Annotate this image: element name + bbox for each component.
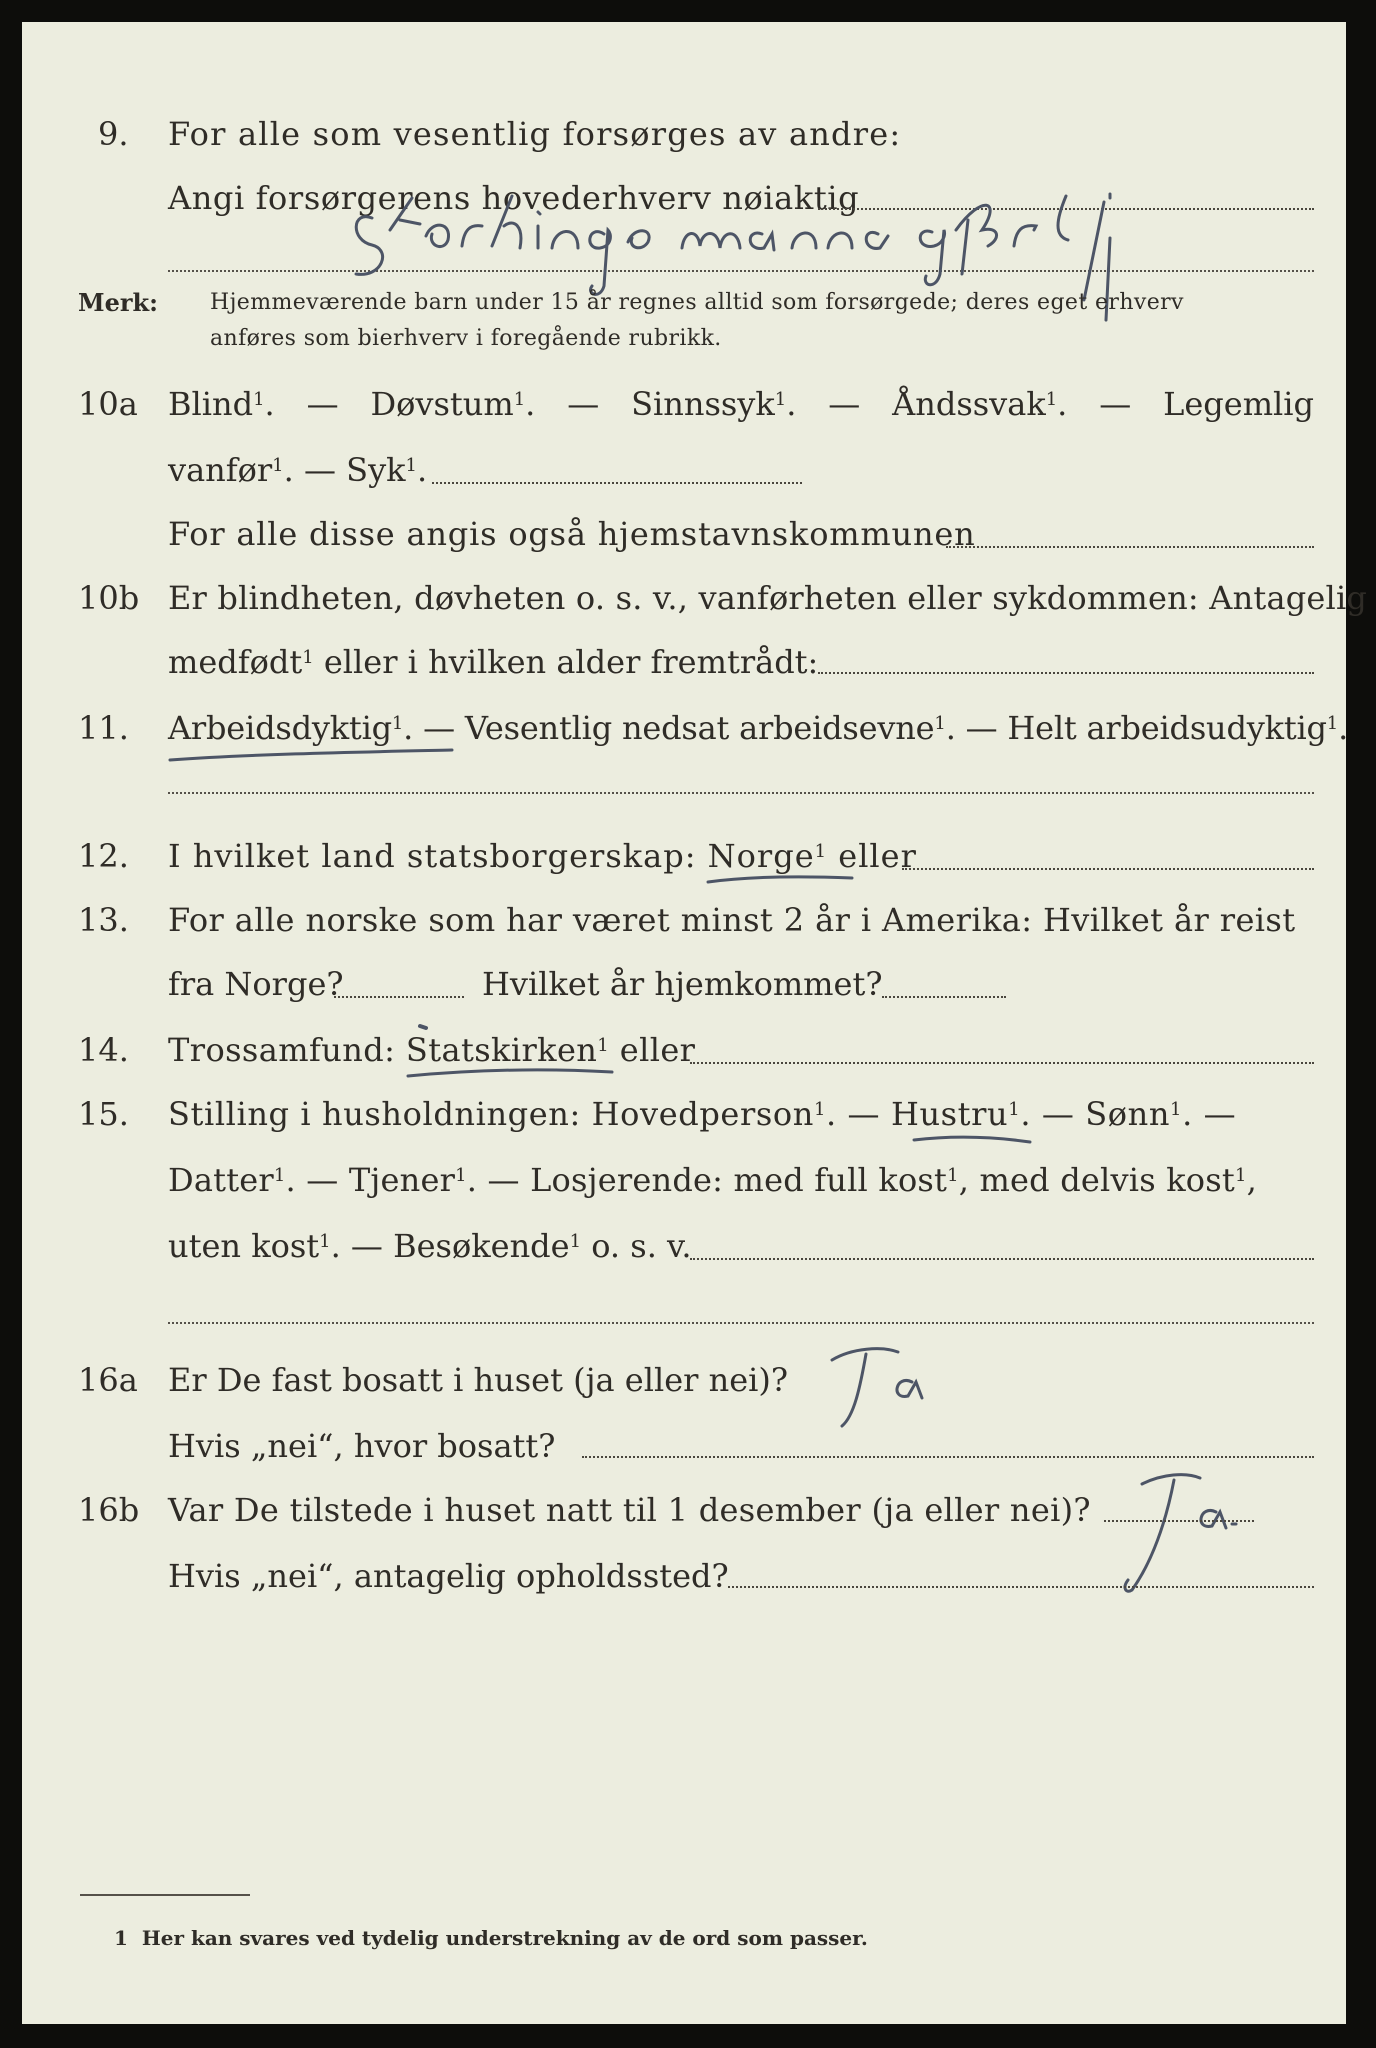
q16b-line2: Hvis „nei“, antagelig opholdssted? — [168, 1557, 729, 1595]
option-vanfor: vanfør — [168, 451, 273, 489]
q16a-dotted-line — [582, 1456, 1314, 1458]
q15-line1: Stilling i husholdningen: Hovedperson$^1$. — Hustru$^1$. — Sønn$^1$. — — [168, 1095, 1237, 1133]
q13-line2b: Hvilket år hjemkommet? — [482, 965, 883, 1003]
q13-line1: For alle norske som har været minst 2 år i Amerika: Hvilket år reist — [168, 901, 1296, 939]
q14-underline-mark — [402, 1020, 622, 1100]
option-blind: Blind — [168, 385, 254, 423]
q13-hjem-line — [882, 996, 1006, 998]
q12-dotted-line — [902, 868, 1314, 870]
q10a-line1: Blind$^1$. — Døvstum$^1$. — Sinnssyk$^1$. — Åndssvak$^1$. — Legemlig — [168, 385, 1314, 423]
q9-number: 9. — [98, 115, 129, 153]
merk-line2: anføres som bierhverv i foregående rubrikk. — [210, 326, 722, 351]
q15-underline-mark — [908, 1128, 1038, 1152]
q10a-kommune-line — [946, 546, 1314, 548]
q10a-number: 10a — [78, 385, 138, 423]
option-dovstum: Døvstum — [370, 385, 514, 423]
q15-answer-line — [168, 1322, 1314, 1324]
merk-line1: Hjemmeværende barn under 15 år regnes alltid som forsørgede; deres eget erhverv — [210, 290, 1184, 315]
option-legemlig: Legemlig — [1163, 385, 1314, 423]
q9-line2: Angi forsørgerens hovederhverv nøiaktig — [168, 179, 860, 217]
q16a-line1: Er De fast bosatt i huset (ja eller nei)? — [168, 1361, 789, 1399]
q11-number: 11. — [78, 709, 129, 747]
q15-number: 15. — [78, 1095, 129, 1133]
q14-dotted-line — [690, 1062, 1314, 1064]
q13-reist-line — [334, 996, 464, 998]
q13-number: 13. — [78, 901, 129, 939]
q16a-number: 16a — [78, 1361, 138, 1399]
option-hustru: Hustru — [890, 1095, 1009, 1133]
option-sinnssyk: Sinnssyk — [631, 385, 775, 423]
q16b-handwritten-ja — [1082, 1462, 1262, 1602]
q11-underline-mark — [162, 742, 462, 772]
q15-line3: uten kost$^1$. — Besøkende$^1$ o. s. v. — [168, 1227, 692, 1265]
footnote: 1 Her kan svares ved tydelig understrekning av de ord som passer. — [114, 1926, 868, 1950]
q13-line2a: fra Norge? — [168, 965, 344, 1003]
q15-line2: Datter$^1$. — Tjener$^1$. — Losjerende: med full kost$^1$, med delvis kost$^1$, — [168, 1161, 1257, 1199]
q9-line1: For alle som vesentlig forsørges av andre: — [168, 115, 902, 153]
q15-dotted-line — [690, 1258, 1314, 1260]
option-syk: Syk — [346, 451, 406, 489]
answer-norge: Norge — [707, 837, 815, 875]
answer-statskirken: Statskirken — [405, 1031, 598, 1069]
option-andssvak: Åndssvak — [892, 385, 1046, 423]
q10a-line2: vanfør$^1$. — Syk$^1$. — [168, 451, 428, 489]
q10b-number: 10b — [78, 579, 140, 617]
q10b-line2: medfødt$^1$ eller i hvilken alder fremtrådt: — [168, 643, 819, 681]
q16b-number: 16b — [78, 1491, 140, 1529]
q10b-line1: Er blindheten, døvheten o. s. v., vanførheten eller sykdommen: Antagelig — [168, 579, 1368, 617]
option-arbeidsdyktig: Arbeidsdyktig — [168, 709, 392, 747]
option-nedsat: Vesentlig nedsat arbeidsevne — [464, 709, 935, 747]
q16b-line1: Var De tilstede i huset natt til 1 desember (ja eller nei)? — [168, 1491, 1091, 1529]
q12-number: 12. — [78, 837, 129, 875]
footnote-rule — [80, 1894, 250, 1896]
census-form-page — [22, 22, 1368, 2024]
q10a-line3: For alle disse angis også hjemstavnskommunen — [168, 515, 976, 553]
option-arbeidsudyktig: Helt arbeidsudyktig — [1007, 709, 1327, 747]
q14-line: Trossamfund: Statskirken$^1$ eller — [168, 1031, 696, 1069]
q10b-dotted-line — [818, 672, 1314, 674]
q11-answer-line — [168, 792, 1314, 794]
q16b-dotted-line — [1104, 1520, 1254, 1522]
q16b-answer-line — [728, 1586, 1314, 1588]
q12-underline-mark — [702, 868, 862, 892]
q10a-syk-line — [432, 482, 802, 484]
q11-line: Arbeidsdyktig$^1$. — Vesentlig nedsat arbeidsevne$^1$. — Helt arbeidsudyktig$^1$. — [168, 709, 1349, 747]
q16a-handwritten-ja — [812, 1338, 952, 1438]
q14-number: 14. — [78, 1031, 129, 1069]
merk-label: Merk: — [78, 288, 158, 317]
q16a-line2: Hvis „nei“, hvor bosatt? — [168, 1427, 556, 1465]
q12-line: I hvilket land statsborgerskap: Norge$^1$ eller — [168, 837, 917, 875]
